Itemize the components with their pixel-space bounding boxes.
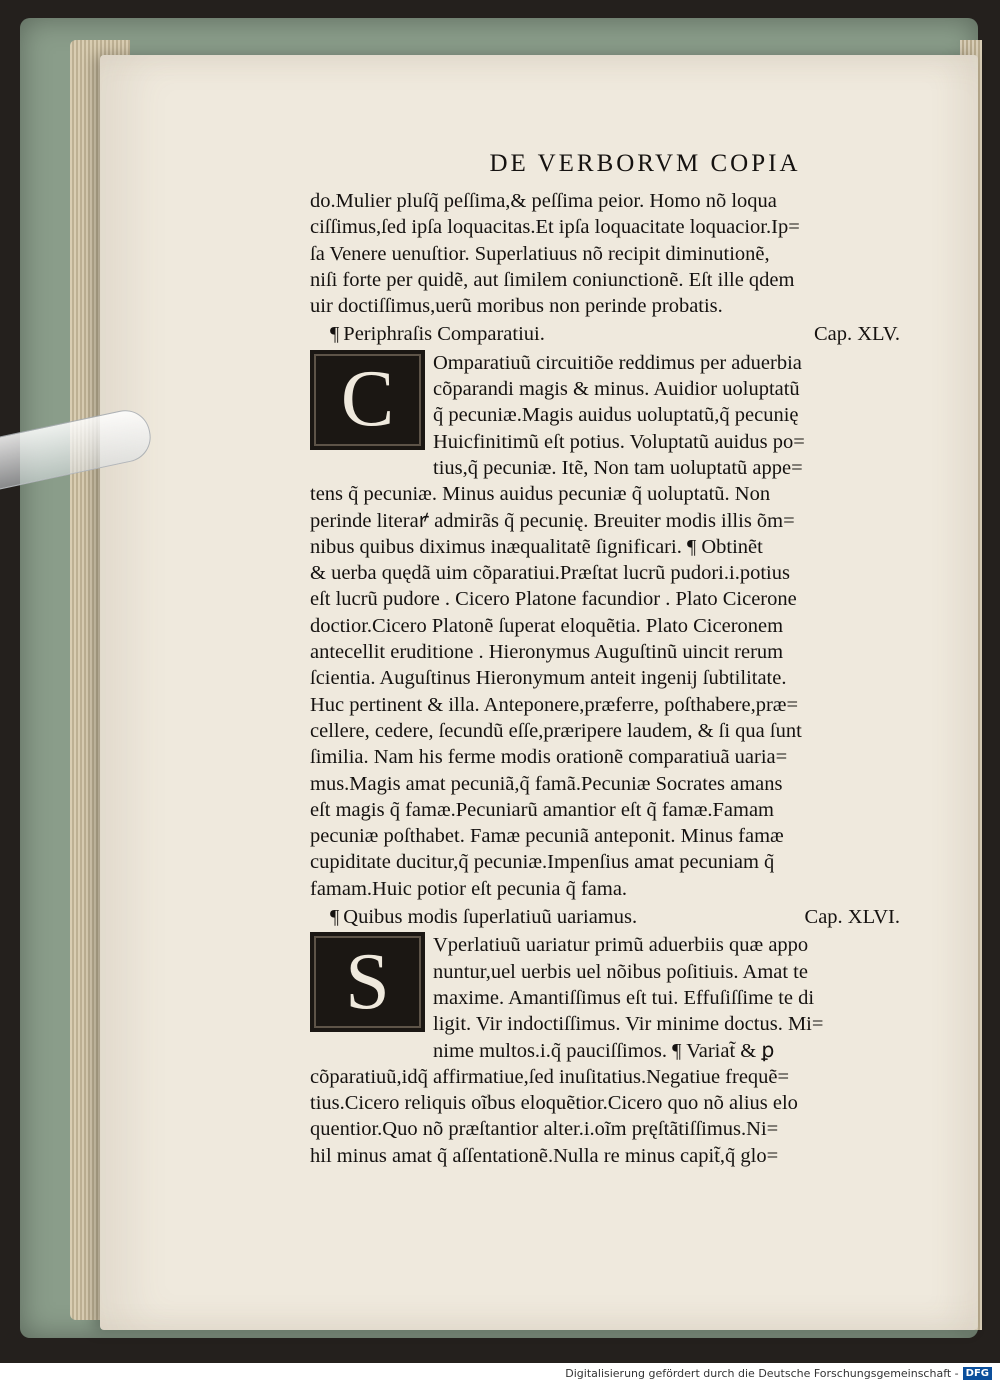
text-line: pecuniæ poſthabet. Famæ pecuniã anteponit. Minus famæ <box>310 825 784 848</box>
text-line: perinde literaꝵ admirãs q̃ pecunię. Breuiter modis illis õm= <box>310 509 795 532</box>
text-line: do.Mulier pluſq̃ peſſima,& peſſima peior. Homo nõ loqua <box>310 190 777 212</box>
text-line: ſimilia. Nam his ferme modis orationẽ comparatiuã uaria= <box>310 746 788 769</box>
text-line: doctior.Cicero Platonẽ ſuperat eloquẽtia. Plato Ciceronem <box>310 614 784 637</box>
chapter-number: Cap. XLVI. <box>804 906 900 929</box>
text-line: Vperlatiuũ uariatur primũ aduerbiis quæ appo <box>433 934 809 957</box>
text-line: ſa Venere uenuſtior. Superlatiuus nõ recipit diminutionẽ, <box>310 242 770 265</box>
text-line: antecellit eruditione . Hieronymus Auguſtinũ uincit rerum <box>310 641 784 664</box>
heading-title-group <box>330 321 545 347</box>
text-line: hil minus amat q̃ aſſentationẽ.Nulla re minus capit̃,q̃ glo= <box>310 1144 779 1167</box>
text-line: tens q̃ pecuniæ. Minus auidus pecuniæ q̃ uoluptatũ. Non <box>310 483 771 506</box>
text-line: Huicfinitimũ eſt potius. Voluptatũ auidus po= <box>433 430 805 453</box>
running-head: DE VERBORVM COPIA <box>489 150 801 177</box>
page-text <box>310 150 920 1169</box>
text-line: Huc pertinent & illa. Anteponere,præferre, poſthabere,præ= <box>310 693 799 716</box>
text-line: eſt magis q̃ famæ.Pecuniarũ amantior eſt q̃ famæ.Famam <box>310 798 774 821</box>
text-line: niſi forte per quidẽ, aut ſimilem coniunctionẽ. Eſt ille qdem <box>310 268 795 291</box>
paragraph-1 <box>310 188 920 319</box>
initial-block-1 <box>310 350 920 481</box>
text-line: Omparatiuũ circuitiõe reddimus per aduerbia <box>433 351 802 374</box>
initial-lines <box>433 932 920 1063</box>
text-line: cõparatiuũ,idq̃ affirmatiue,ſed inuſitatius.Negatiue frequẽ= <box>310 1065 790 1088</box>
text-line: mus.Magis amat pecuniã,q̃ famã.Pecuniæ Socrates amans <box>310 772 783 795</box>
pilcrow-icon: ¶ <box>330 323 340 346</box>
text-line: cellere, cedere, ſecundũ eſſe,præripere laudem, & ſi qua ſunt <box>310 719 802 742</box>
chapter-heading-45 <box>310 321 920 347</box>
text-line: ligit. Vir indoctiſſimus. Vir minime doctus. Mi= <box>433 1013 824 1036</box>
chapter-heading-46 <box>310 904 920 930</box>
paragraph-2 <box>310 481 920 902</box>
paragraph-3 <box>310 1064 920 1169</box>
text-line: ſcientia. Auguſtinus Hieronymum anteit ingenĳ ſubtilitate. <box>310 667 787 690</box>
chapter-title: Periphraſis Comparatiui. <box>343 323 545 346</box>
pilcrow-icon: ¶ <box>330 906 340 929</box>
text-line: tius,q̃ pecuniæ. Itẽ, Non tam uoluptatũ appe= <box>433 456 803 479</box>
text-line: nibus quibus diximus inæqualitatẽ ſignificari. ¶ Obtinẽt <box>310 535 763 558</box>
funding-footer <box>0 1363 1000 1383</box>
heading-title-group <box>330 904 637 930</box>
text-line: q̃ pecuniæ.Magis auidus uoluptatũ,q̃ pecunię <box>433 404 799 427</box>
text-line: nime multos.i.q̃ pauciſſimos. ¶ Variat̃ & ꝑ <box>433 1039 775 1062</box>
text-line: & uerba quędã uim cõparatiui.Præſtat lucrũ pudori.i.potius <box>310 562 790 585</box>
text-line: cõparandi magis & minus. Auidior uoluptatũ <box>433 378 800 401</box>
text-line: uir doctiſſimus,uerũ moribus non perinde probatis. <box>310 295 723 318</box>
text-line: nuntur,uel uerbis uel nõibus poſitiuis. Amat te <box>433 960 808 983</box>
text-line: ciſſimus,ſed ipſa loquacitas.Et ipſa loquacitate loquacior.Ip= <box>310 216 800 239</box>
footer-text: Digitalisierung gefördert durch die Deutsche Forschungsgemeinschaft - <box>565 1366 959 1380</box>
chapter-number: Cap. XLV. <box>813 323 900 346</box>
initial-lines <box>433 350 920 481</box>
text-line: famam.Huic potior eſt pecunia q̃ fama. <box>310 877 628 900</box>
text-line: quentior.Quo nõ præſtantior alter.i.oĩm pręſtãtiſſimus.Ni= <box>310 1118 779 1141</box>
decorated-initial-c: C <box>310 350 425 450</box>
text-line: maxime. Amantiſſimus eſt tui. Effuſiſſime te di <box>433 986 815 1009</box>
text-line: tius.Cicero reliquis oĩbus eloquẽtior.Cicero quo nõ alius elo <box>310 1092 798 1115</box>
text-line: eſt lucrũ pudore . Cicero Platone facundior . Plato Cicerone <box>310 588 797 611</box>
text-line: cupiditate ducitur,q̃ pecuniæ.Impenſius amat pecuniam q̃ <box>310 851 775 874</box>
decorated-initial-s: S <box>310 932 425 1032</box>
initial-block-2 <box>310 932 920 1063</box>
chapter-title: Quibus modis ſuperlatiuũ uariamus. <box>343 906 638 929</box>
dfg-logo: DFG <box>963 1367 992 1380</box>
